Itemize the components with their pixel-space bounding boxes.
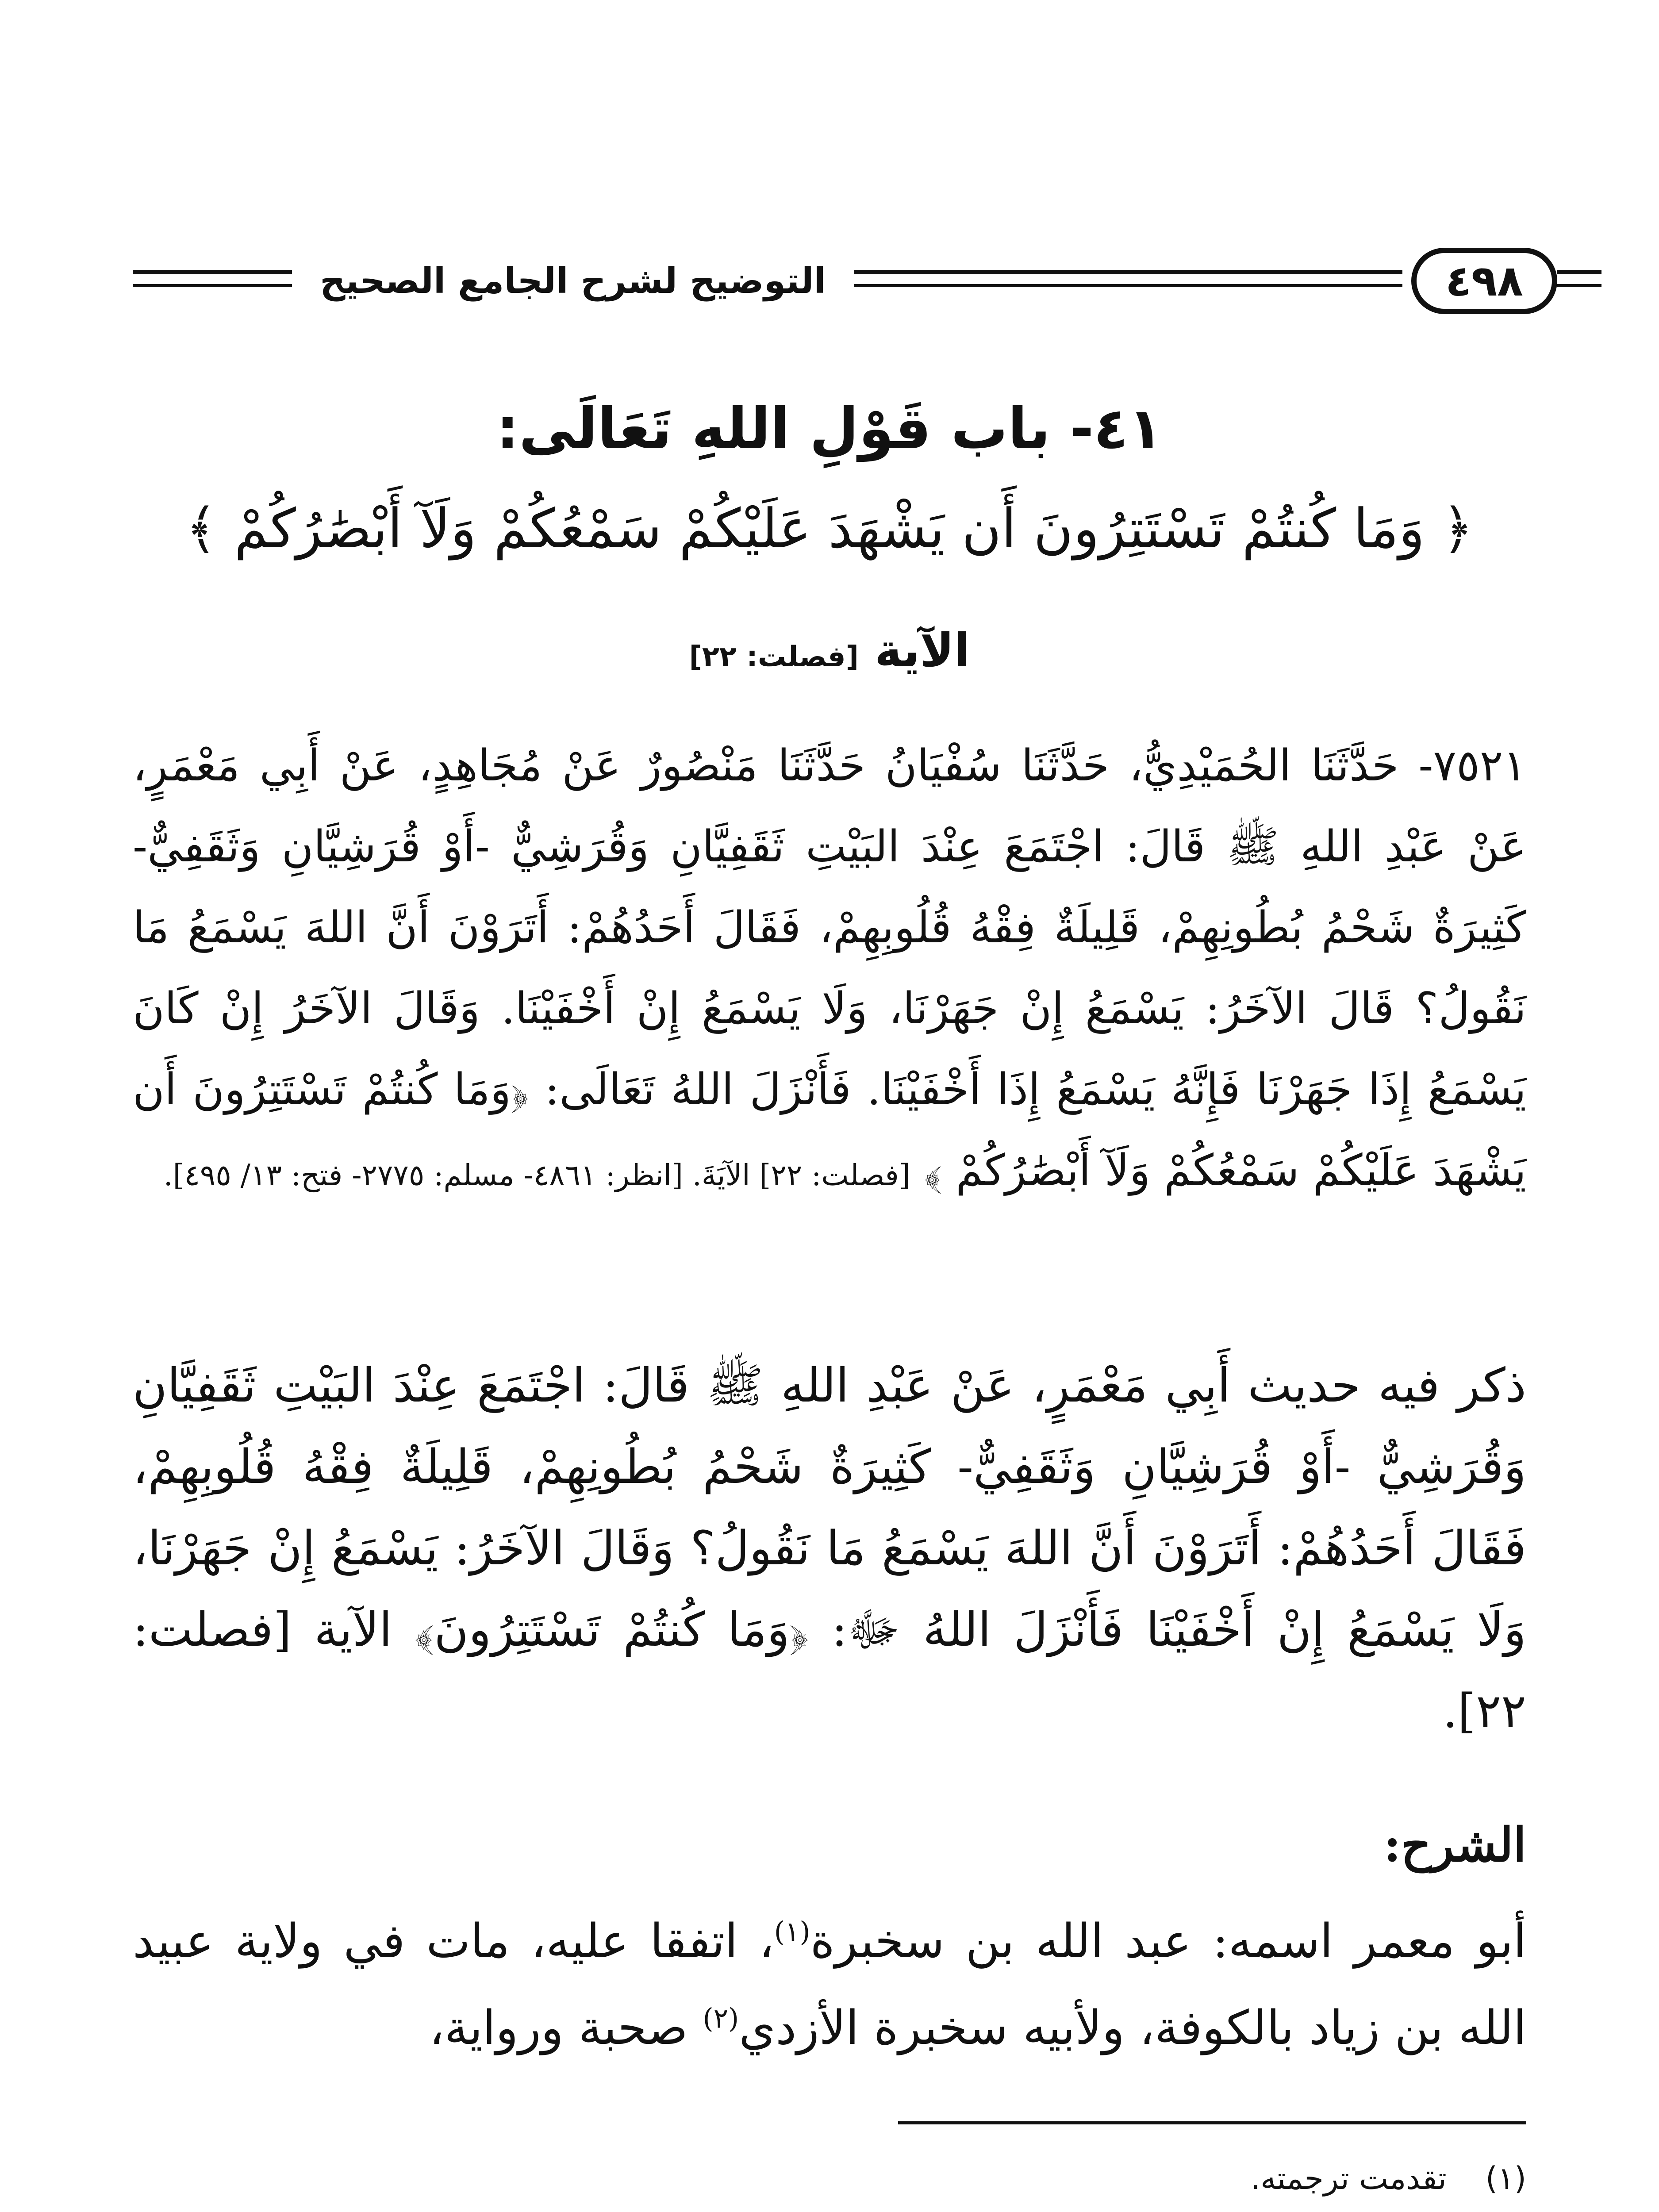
commentary-text-1: أبو معمر اسمه: عبد الله بن سخبرة <box>810 1914 1526 1968</box>
footnote-number <box>1447 2209 1526 2212</box>
header-rule-left-lower <box>133 284 292 287</box>
commentary-heading: الشرح: <box>1383 1817 1526 1872</box>
running-header <box>119 248 1523 323</box>
hadith-text: ٧٥٢١- حَدَّثَنَا الحُمَيْدِيُّ، حَدَّثَنَا سُفْيَانُ حَدَّثَنَا مَنْصُورٌ عَنْ مُجَاهِدٍ، عَنْ أَبِي مَعْمَرٍ، عَنْ عَبْدِ اللهِ ﷺ قَالَ: اجْتَمَعَ عِنْدَ البَيْتِ ثَقَفِيَّانِ وَقُرَشِيٌّ -أَوْ قُرَشِيَّانِ وَثَقَفِيٌّ- كَثِيرَةٌ شَحْمُ بُطُونِهِمْ، قَلِيلَةٌ فِقْهُ قُلُوبِهِمْ، فَقَالَ أَحَدُهُمْ: أَتَرَوْنَ أَنَّ اللهَ يَسْمَعُ مَا نَقُولُ؟ قَالَ الآخَرُ: يَسْمَعُ إِنْ جَهَرْنَا، وَلَا يَسْمَعُ إِنْ أَخْفَيْنَا. وَقَالَ الآخَرُ إِنْ كَانَ يَسْمَعُ إِذَا جَهَرْنَا فَإِنَّهُ يَسْمَعُ إِذَا أَخْفَيْنَا. فَأَنْزَلَ اللهُ تَعَالَى: ﴿وَمَا كُنتُمْ تَسْتَتِرُونَ أَن يَشْهَدَ عَلَيْكُمْ سَمْعُكُمْ وَلَآ أَبْصَٰرُكُمْ ﴾ <box>133 741 1526 1196</box>
footnote-separator <box>898 2121 1526 2124</box>
verse-tail: الآية <box>875 623 970 677</box>
footnote-text <box>133 2209 1447 2212</box>
running-title: التوضيح لشرح الجامع الصحيح <box>301 257 845 305</box>
header-rule-right-lower <box>1557 284 1601 287</box>
commentary-paragraph <box>133 1898 1526 2071</box>
chapter-title: ٤١- باب قَوْلِ اللهِ تَعَالَى: <box>496 396 1163 462</box>
commentary-text-2: ، اتفقا عليه، مات في ولاية عبيد الله بن زياد بالكوفة، ولأبيه سخبرة الأزدي <box>133 1914 1526 2055</box>
footnote-text: تقدمت ترجمته. <box>1251 2160 1447 2197</box>
header-rule-left <box>133 270 292 274</box>
header-rule-middle-lower <box>854 284 1402 287</box>
footnote-item <box>133 2209 1526 2212</box>
page-number: ٤٩٨ <box>1411 248 1557 314</box>
header-rule-right <box>1557 270 1601 274</box>
header-rule-middle <box>854 270 1402 274</box>
footnote-ref-2[interactable]: (٢) <box>703 2002 739 2035</box>
footnote-number: (١) <box>1485 2160 1526 2197</box>
hadith-references: [فصلت: ٢٢] الآيَةَ. [انظر: ٤٨٦١- مسلم: ٢٧٧٥- فتح: ١٣/ ٤٩٥]. <box>163 1158 910 1192</box>
commentary-text-3: صحبة ورواية، <box>429 2001 703 2055</box>
hadith-paragraph <box>133 726 1526 1216</box>
chapter-verse: ﴿ وَمَا كُنتُمْ تَسْتَتِرُونَ أَن يَشْهَدَ عَلَيْكُمْ سَمْعُكُمْ وَلَآ أَبْصَٰرُكُمْ ﴾ <box>185 497 1474 560</box>
chapter-verse-reference <box>133 617 1526 690</box>
discussion-paragraph: ذكر فيه حديث أَبِي مَعْمَرٍ، عَنْ عَبْدِ اللهِ ﷺ قَالَ: اجْتَمَعَ عِنْدَ البَيْتِ ثَقَفِيَّانِ وَقُرَشِيٌّ -أَوْ قُرَشِيَّانِ وَثَقَفِيٌّ- كَثِيرَةٌ شَحْمُ بُطُونِهِمْ، قَلِيلَةٌ فِقْهُ قُلُوبِهِمْ، فَقَالَ أَحَدُهُمْ: أَتَرَوْنَ أَنَّ اللهَ يَسْمَعُ مَا نَقُولُ؟ وَقَالَ الآخَرُ: يَسْمَعُ إِنْ جَهَرْنَا، وَلَا يَسْمَعُ إِنْ أَخْفَيْنَا فَأَنْزَلَ اللهُ ﷻ: ﴿وَمَا كُنتُمْ تَسْتَتِرُونَ﴾ الآية [فصلت: ٢٢]. <box>133 1358 1526 1738</box>
footnote-ref-1[interactable]: (١) <box>774 1915 810 1948</box>
footnotes <box>133 2150 1526 2212</box>
footnote-item <box>133 2150 1526 2207</box>
surah-reference: [فصلت: ٢٢] <box>689 641 859 673</box>
